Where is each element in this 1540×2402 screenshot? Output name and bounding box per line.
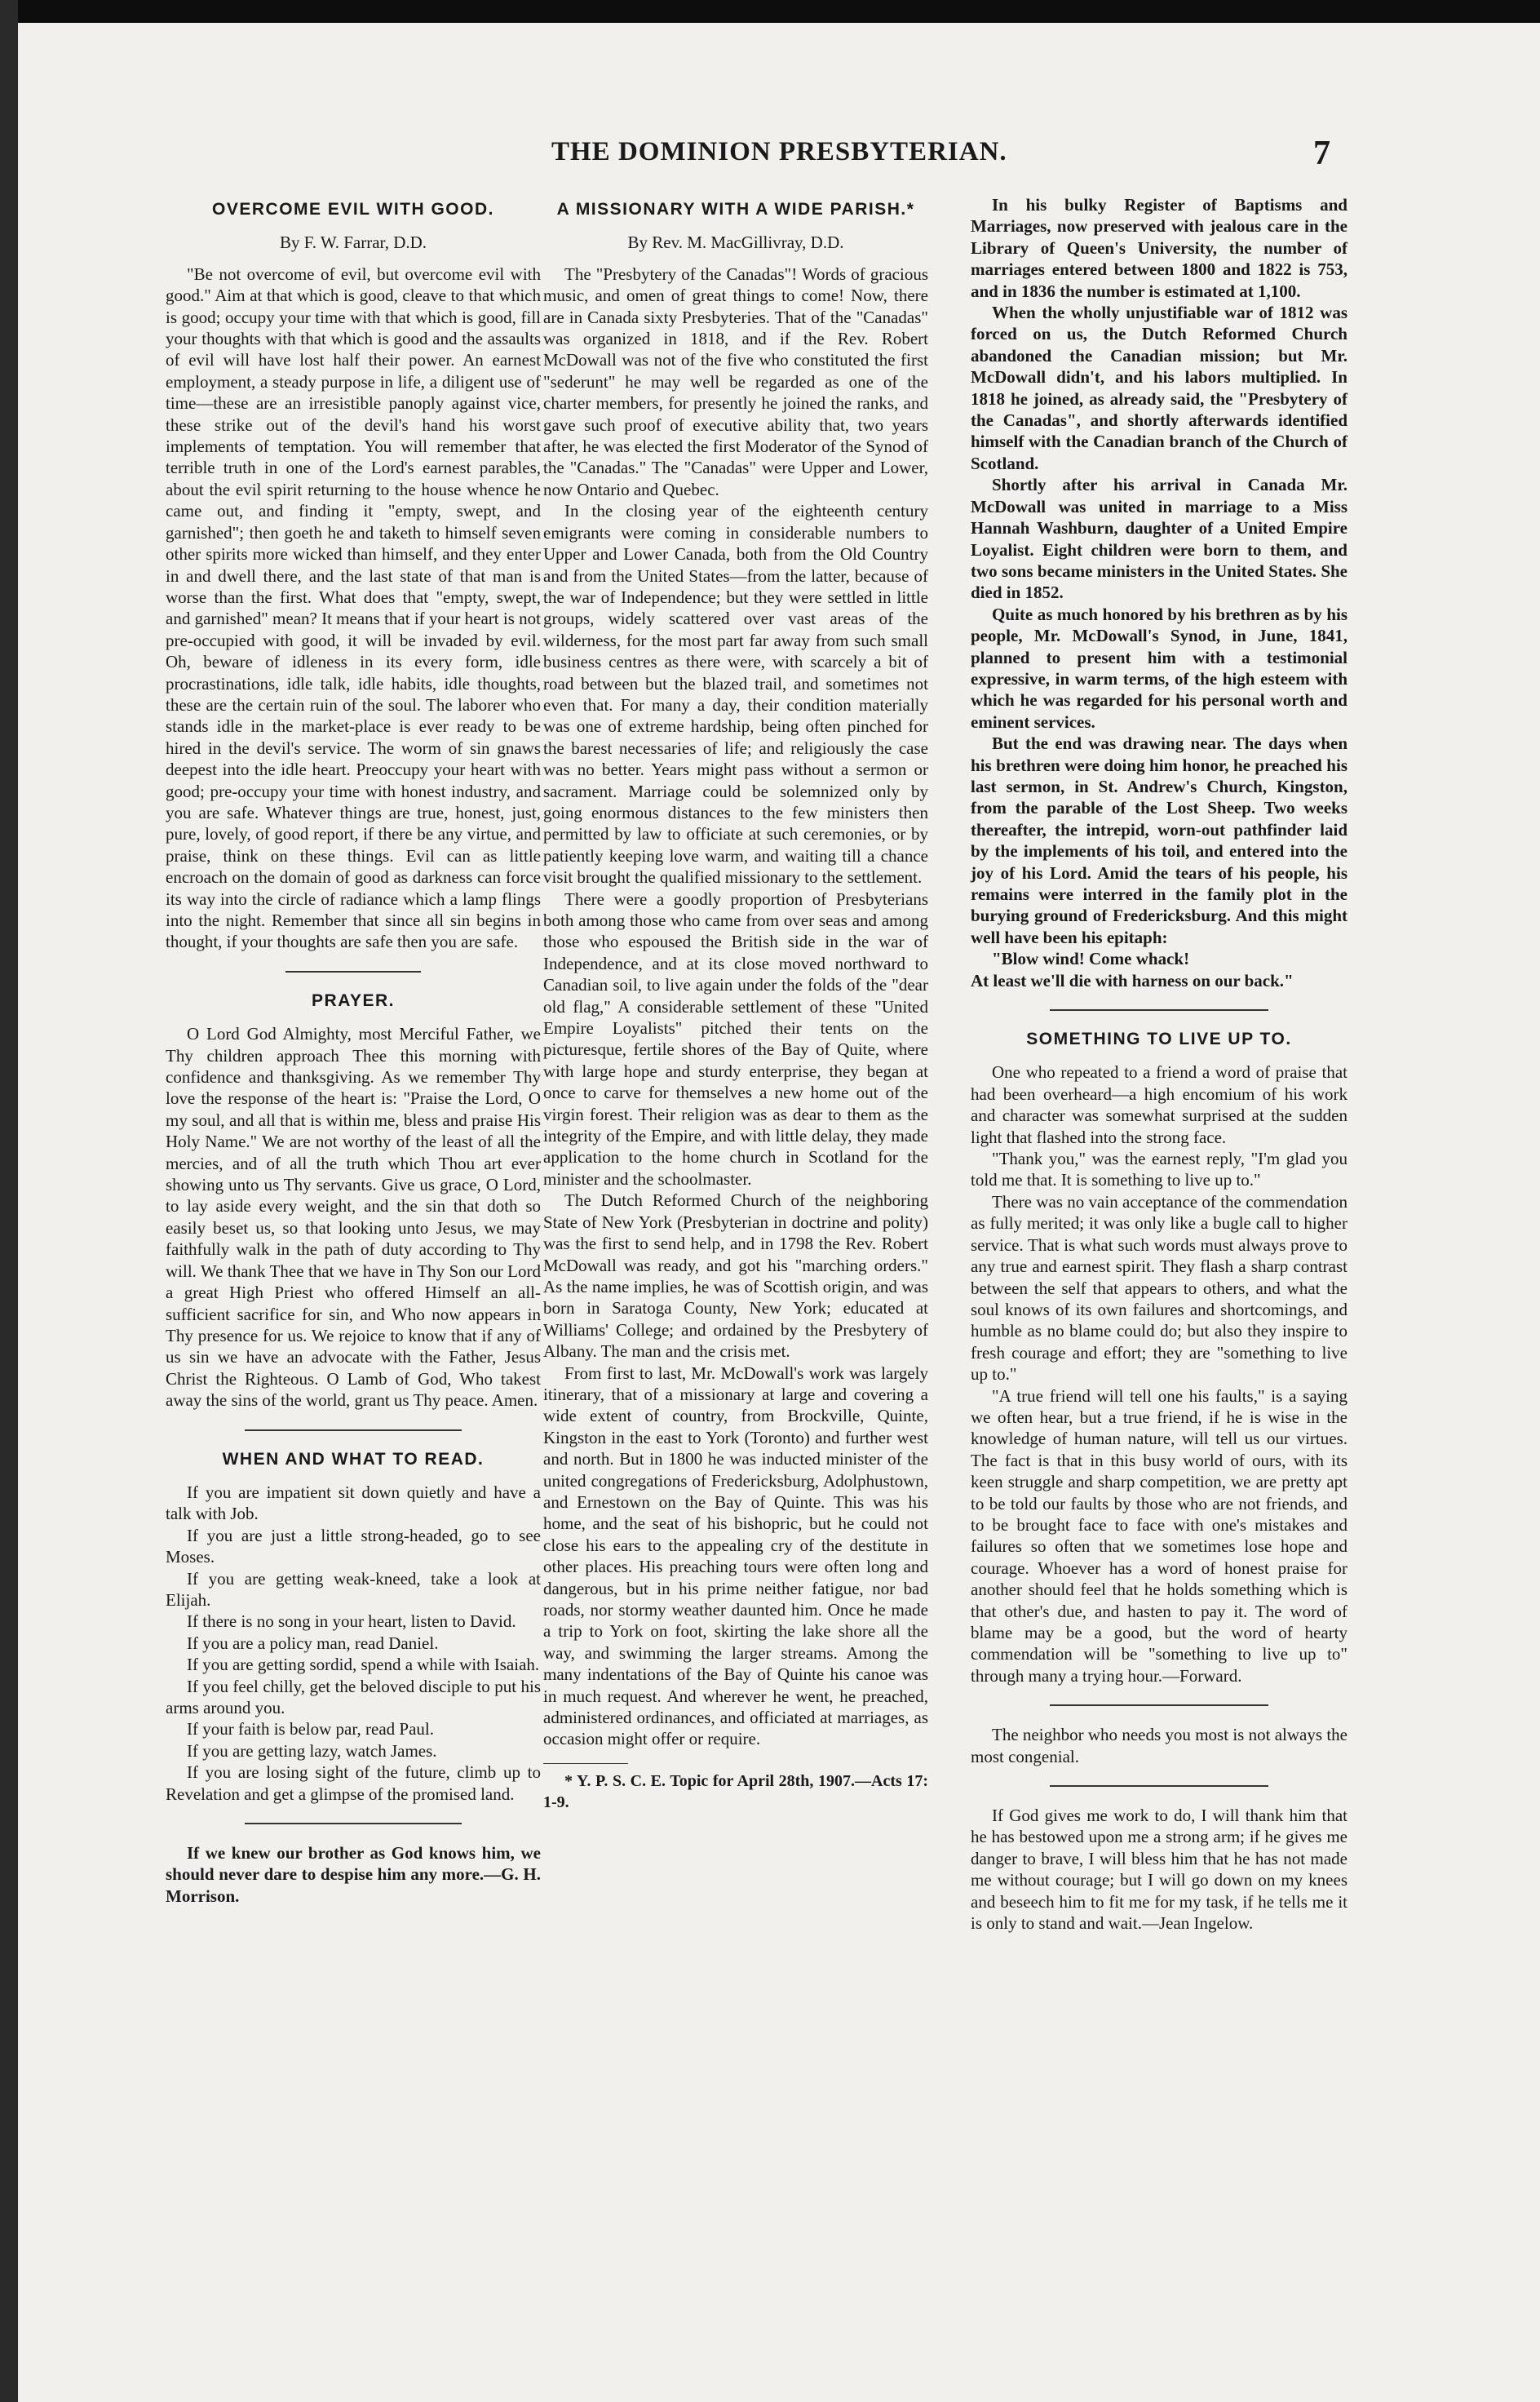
missionary-paragraph: In the closing year of the eighteenth century emigrants were coming in considerable numbers to Upper and Lower Canada, both from the Old Country and from the United States—from the latter, because of the war of Independence; but they were settled in little groups, widely scattered over vast areas of the wilderness, for the most part far away from such small business centres as there were, with scarcely a bit of road between but the blazed trail, and sometimes not even that. For many a day, their condition materially was one of extreme hardship, being often pinched for the barest necessaries of life; and religiously the case was no better. Years might pass without a sermon or sacrament. Marriage could be solemnized only by going enormous distances to the few ministers then permitted by law to officiate at such ceremonies, or by patiently keeping love warm, and waiting till a chance visit brought the qualified missionary to the settlement. (543, 501, 928, 888)
reading-line: If you are getting weak-kneed, take a look at Elijah. (166, 1568, 541, 1610)
reading-line: If your faith is below par, read Paul. (187, 1719, 434, 1739)
reading-line: If you are just a little strong-headed, go to see Moses. (166, 1525, 541, 1567)
article-body-prayer: O Lord God Almighty, most Merciful Father, we Thy children approach Thee this morning with confidence and thanksgiving. As we remember Thy love the response of the heart is: "Praise the Lord, O my soul, and all that is within me, bless and praise His Holy Name." We are not worthy of the least of all the mercies, and of all the truth which Thou art ever showing unto us Thy servants. Give us grace, O Lord, to lay aside every weight, and the sin that doth so easily beset us, so that looking unto Jesus, we may faithfully walk in the path of duty according to Thy will. We thank Thee that we have in Thy Son our Lord a great High Priest who offered Himself an all-sufficient sacrifice for sin, and Who now appears in Thy presence for us. We rejoice to know that if any of us sin we have an advocate with the Father, Jesus Christ the Righteous. O Lamb of God, Who takest away the sins of the world, grant us Thy peace. Amen. (166, 1024, 541, 1411)
missionary-continued-paragraph: Quite as much honored by his brethren as by his people, Mr. McDowall's Synod, in June, 1841, planned to present him with a testimonial expressive, in warm terms, of the high esteem with which he was regarded for his personal worth and eminent services. (971, 604, 1348, 732)
article-byline-farrar: By F. W. Farrar, D.D. (279, 233, 427, 253)
reading-line: If you are getting lazy, watch James. (187, 1740, 437, 1761)
live-up-paragraph: One who repeated to a friend a word of praise that had been overheard—a high encomium of his work and character was somewhat surprised at the sudden light that flashed into the strong face. (971, 1062, 1348, 1147)
column-middle (543, 194, 928, 1814)
live-up-paragraph: "Thank you," was the earnest reply, "I'm glad you told me that. It is something to live up to." (971, 1149, 1348, 1190)
section-divider (285, 971, 421, 973)
missionary-continued-paragraph: But the end was drawing near. The days when his brethren were doing him honor, he preached his last sermon, in St. Andrew's Church, Kingston, from the parable of the Lost Sheep. Two weeks thereafter, the intrepid, worn-out pathfinder laid by the implements of his toil, and entered into the joy of his Lord. Amid the tears of his people, his remains were interred in the family plot in the burying ground of Fredericksburg. And this might well have been his epitaph: (971, 733, 1348, 947)
missionary-continued-paragraph: When the wholly unjustifiable war of 1812 was forced on us, the Dutch Reformed Church abandoned the Canadian mission; but Mr. McDowall didn't, and his labors multiplied. In 1818 he joined, as already said, the "Presbytery of the Canadas", and shortly afterwards identified himself with the Canadian branch of the Church of Scotland. (971, 303, 1348, 473)
article-body-overcome-evil: "Be not overcome of evil, but overcome evil with good." Aim at that which is good, cleave to that which is good; occupy your time with that which is good, fill your thoughts with that which is good and the assaults of evil will have lost half their power. An earnest employment, a steady purpose in life, a diligent use of time—these are an irresistible panoply against vice, these strike out of the devil's hand his worst implements of temptation. You will remember that terrible truth in one of the Lord's earnest parables, about the evil spirit returning to the house whence he came out, and finding it "empty, swept, and garnished"; then goeth he and taketh to himself seven other spirits more wicked than himself, and they enter in and dwell there, and the last state of that man is worse than the first. What does that "empty, swept, and garnished" mean? It means that if your heart is not pre-occupied with good, it will be invaded by evil. Oh, beware of idleness in its every form, idle procrastinations, idle talk, idle habits, idle thoughts, these are the certain ruin of the soul. The laborer who stands idle in the market-place is ever ready to be hired in the devil's service. The worm of sin gnaws deepest into the idle heart. Preoccupy your heart with good; pre-occupy your time with honest industry, and you are safe. Whatever things are true, honest, just, pure, lovely, of good report, if there be any virtue, and praise, think on these things. Evil can as little encroach on the domain of good as darkness can force its way into the circle of radiance which a lamp flings into the night. Remember that since all sin begins in thought, if your thoughts are safe then you are safe. (166, 264, 541, 952)
neighbor-quote: The neighbor who needs you most is not always the most congenial. (971, 1725, 1348, 1766)
article-title-when-what-read: WHEN AND WHAT TO READ. (222, 1449, 485, 1469)
live-up-paragraph: There was no vain acceptance of the commendation as fully merited; it was only like a bugle call to higher service. That is what such words must always prove to any true and earnest spirit. They flash a sharp contrast between the self that appears to others, and what the soul knows of its own failures and shortcomings, and humble as no blame could do; but also they inspire to fresh courage and effort; they are "something to live up to." (971, 1191, 1348, 1385)
reading-line: If you are getting sordid, spend a while with Isaiah. (187, 1655, 540, 1675)
reading-line: If you are losing sight of the future, climb up to Revelation and get a glimpse of the promised land. (166, 1762, 541, 1804)
missionary-paragraph: There were a goodly proportion of Presbyterians both among those who came from over seas and among those who espoused the British side in the war of Independence, and at its close moved northward to Canadian soil, to live again under the folds of the "dear old flag," A considerable settlement of these "United Empire Loyalists" pitched their tents on the picturesque, fertile shores of the Bay of Quite, where with large hope and sturdy enterprise, they began at once to carve for themselves a new home out of the virgin forest. Their religion was as dear to them as the integrity of the Empire, and with little delay, they made application to the home church in Scotland for the minister and the schoolmaster. (543, 889, 928, 1189)
epitaph-line: "Blow wind! Come whack! (992, 949, 1190, 969)
missionary-paragraph: The "Presbytery of the Canadas"! Words of gracious music, and omen of great things to come! Now, there are in Canada sixty Presbyteries. That of the "Canadas" was organized in 1818, and if the Rev. Robert McDowall was not of the five who constituted the first "sederunt" he may well be regarded as one of the charter members, for presently he joined the ranks, and gave such proof of executive ability that, two years after, he was elected the first Moderator of the Synod of the "Canadas." The "Canadas" were Upper and Lower, now Ontario and Quebec. (543, 264, 928, 499)
section-divider (245, 1429, 462, 1431)
article-title-missionary: A MISSIONARY WITH A WIDE PARISH.* (556, 200, 915, 219)
reading-line: If you feel chilly, get the beloved disciple to put his arms around you. (166, 1676, 541, 1717)
article-title-prayer: PRAYER. (312, 990, 395, 1010)
section-divider (245, 1823, 462, 1824)
epitaph-line: At least we'll die with harness on our back." (971, 970, 1294, 990)
missionary-continued-paragraph: In his bulky Register of Baptisms and Marriages, now preserved with jealous care in the Library of Queen's University, the number of marriages entered between 1800 and 1822 is 753, and in 1836 the number is estimated at 1,100. (971, 195, 1348, 301)
article-title-something-live-up: SOMETHING TO LIVE UP TO. (1026, 1030, 1292, 1049)
section-divider (1050, 1785, 1268, 1787)
scan-top-border (0, 0, 1540, 23)
missionary-continued-paragraph: Shortly after his arrival in Canada Mr. McDowall was united in marriage to a Miss Hannah Washburn, daughter of a United Empire Loyalist. Eight children were born to them, and two sons became ministers in the United States. She died in 1852. (971, 475, 1348, 603)
column-right (971, 194, 1348, 1934)
article-byline-macgillivray: By Rev. M. MacGillivray, D.D. (627, 233, 844, 253)
reading-line: If you are impatient sit down quietly and have a talk with Job. (166, 1482, 541, 1524)
column-left (166, 194, 541, 1907)
section-divider (1050, 1009, 1268, 1011)
article-title-overcome-evil: OVERCOME EVIL WITH GOOD. (212, 200, 494, 219)
reading-line: If there is no song in your heart, listen to David. (187, 1611, 516, 1632)
scan-left-border (0, 0, 18, 2402)
missionary-paragraph: From first to last, Mr. McDowall's work was largely itinerary, that of a missionary at large and covering a wide extent of country, from Brockville, Quinte, Kingston in the east to York (Toronto) and further west and north. But in 1800 he was inducted minister of the united congregations of Fredericksburg, Adolphustown, and Ernestown on the Bay of Quinte. This was his home, and the seat of his bishopric, but he could not close his ears to the appealing cry of the destitute in other places. His preaching tours were often long and dangerous, but in his prime neither fatigue, nor bad roads, nor stormy weather daunted him. Once he made a trip to York on foot, skirting the lake shore all the way, and swimming the larger streams. Among the many indentations of the Bay of Quinte his canoe was in much request. And wherever he went, he preached, administered ordinances, and officiated at marriages, as occasion might offer or require. (543, 1363, 928, 1749)
footnote-divider (543, 1763, 628, 1764)
quote-morrison: If we knew our brother as God knows him, we should never dare to despise him any more.—G. H. Morrison. (166, 1843, 541, 1906)
footnote: * Y. P. S. C. E. Topic for April 28th, 1907.—Acts 17: 1-9. (543, 1771, 928, 1812)
ingelow-quote: If God gives me work to do, I will thank him that he has bestowed upon me a strong arm; if he gives me danger to brave, I will bless him that he has not made me without courage; but I will go down on my knees and beseech him to fit me for my task, if he tells me it is only to stand and wait.—Jean Ingelow. (971, 1806, 1348, 1934)
live-up-paragraph: "A true friend will tell one his faults," is a saying we often hear, but a true friend, if he is wise in the knowledge of human nature, will tell us our virtues. The fact is that in this busy world of ours, with its keen struggle and sharp competition, we are pretty apt to be told our faults by those who are not friends, and to be brought face to face with one's mistakes and failures so often that we sometimes lose hope and courage. Whoever has a word of honest praise for another should feel that he holds something which is that other's due, and hasten to pay it. The word of blame may be a good, but the word of hearty commendation will be "something to live up to" through many a trying hour.—Forward. (971, 1385, 1348, 1686)
reading-line: If you are a policy man, read Daniel. (187, 1633, 439, 1653)
missionary-paragraph: The Dutch Reformed Church of the neighboring State of New York (Presbyterian in doctrine and polity) was the first to send help, and in 1798 the Rev. Robert McDowall was ready, and got his "marching orders." As the name implies, he was of Scottish origin, and was born in Saratoga County, New York; educated at Williams' College; and ordained by the Presbytery of Albany. The man and the crisis met. (543, 1190, 928, 1362)
page-number: 7 (1313, 135, 1330, 172)
section-divider (1050, 1704, 1268, 1706)
masthead-title: THE DOMINION PRESBYTERIAN. (551, 137, 1007, 166)
